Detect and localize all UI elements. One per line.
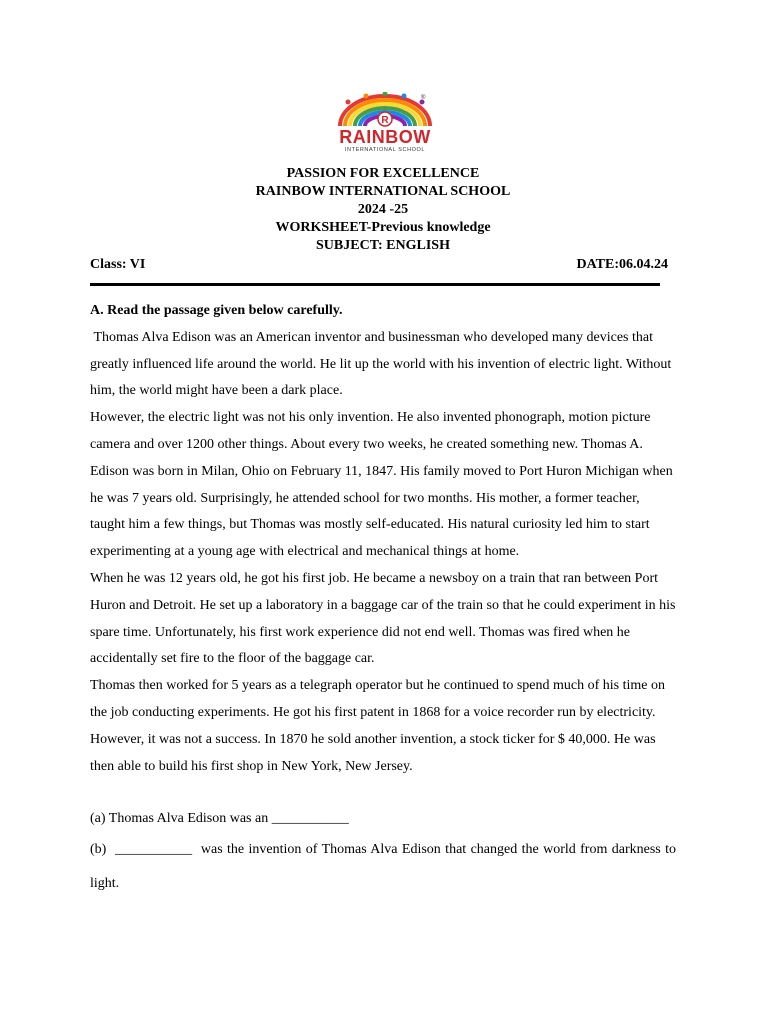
header-divider — [90, 283, 660, 286]
academic-year: 2024 -25 — [357, 202, 409, 217]
registered-mark: ® — [421, 95, 426, 101]
rainbow-arc-icon — [326, 92, 444, 132]
subject: SUBJECT: ENGLISH — [316, 238, 450, 253]
school-logo — [326, 92, 444, 156]
passage-paragraph: Thomas Alva Edison was an American inventor and businessman who developed many devices that greatly influenced life around the world. He lit up the world with his invention of electric light. Without him, the world might have been a dark place. — [90, 329, 675, 399]
spacer — [90, 780, 676, 806]
logo-subtitle: INTERNATIONAL SCHOOL — [344, 147, 426, 153]
class-label: Class: VI — [90, 257, 146, 272]
question-a: (a) Thomas Alva Edison was an ___________ — [90, 811, 349, 827]
passage-paragraph: However, the electric light was not his only invention. He also invented phonograph, motion picture camera and over 1200 other things. About every two weeks, he created something new. Thomas A. Edison was born in Milan, Ohio on February 11, 1847. His family moved to Port Huron Michigan when he was 7 years old. Surprisingly, he attended school for two months. His mother, a former teacher, taught him a few things, but Thomas was mostly self-educated. His natural curiosity led him to start experimenting at a young age with electrical and mechanical things at home. — [90, 410, 673, 560]
motto: PASSION FOR EXCELLENCE — [286, 166, 480, 181]
question-b: (b) ___________ was the invention of Thomas Alva Edison that changed the world from darkness to light. — [90, 842, 680, 892]
school-name: RAINBOW INTERNATIONAL SCHOOL — [255, 184, 511, 199]
worksheet-title: WORKSHEET-Previous knowledge — [275, 220, 491, 235]
worksheet-body — [90, 298, 680, 901]
logo-letter: R — [381, 115, 389, 126]
section-a-title: A. Read the passage given below carefully. — [90, 303, 343, 318]
logo-wordmark: RAINBOW — [339, 127, 431, 147]
passage-paragraph: When he was 12 years old, he got his first job. He became a newsboy on a train that ran between Port Huron and Detroit. He set up a laboratory in a baggage car of the train so that he could experiment in his spare time. Unfortunately, his first work experience did not end well. Thomas was fired when he accidentally set fire to the floor of the baggage car. — [90, 570, 676, 667]
date-label: DATE:06.04.24 — [576, 257, 668, 272]
passage-paragraph: Thomas then worked for 5 years as a telegraph operator but he continued to spend much of his time on the job conducting experiments. He got his first patent in 1868 for a voice recorder run by electricity. However, it was not a success. In 1870 he sold another invention, a stock ticker for $ 40,000. He was then able to build his first shop in New York, New Jersey. — [90, 678, 666, 774]
